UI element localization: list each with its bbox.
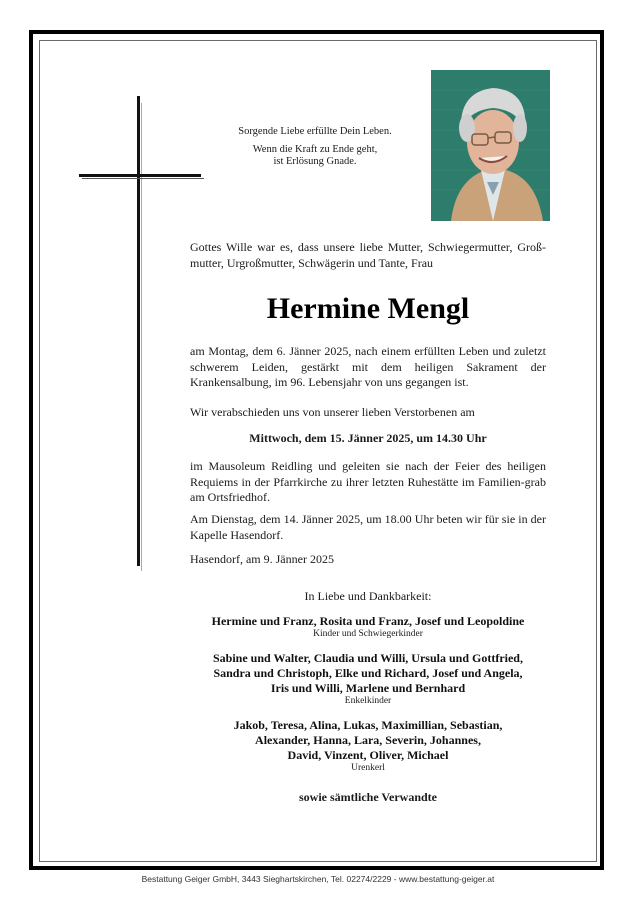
deceased-name: Hermine Mengl [266, 292, 470, 325]
group-names-line: Sabine und Walter, Claudia und Willi, Ursula und Gottfried, [213, 651, 523, 665]
funeral-details: im Mausoleum Reidling und geleiten sie nach der Feier des heiligen Requiems in der Pfarrkirche zu ihrer letzten Ruhestätte im Familien-grab am Ortsfriedhof. [190, 459, 546, 504]
cross-horizontal-bar [79, 174, 201, 177]
group-role: Urenkerl [351, 763, 385, 773]
group-role: Enkelkinder [344, 696, 392, 706]
portrait-image [431, 70, 550, 221]
footer-contact: Bestattung Geiger GmbH, 3443 Sieghartskirchen, Tel. 02274/2229 - www.bestattung-geiger.at [141, 874, 495, 884]
death-notice: am Montag, dem 6. Jänner 2025, nach einem erfüllten Leben und zuletzt schwerem Leiden, gestärkt mit dem heiligen Sakrament der Krankensalbung, im 96. Lebensjahr von uns gegangen ist. [190, 344, 546, 389]
mourner-group-great-grandchildren [180, 718, 556, 774]
verse-line-2: Wenn die Kraft zu Ende geht, [252, 144, 378, 155]
mourner-group-children [180, 614, 556, 640]
verse-line-3: ist Erlösung Gnade. [273, 156, 357, 167]
prayer-notice: Am Dienstag, dem 14. Jänner 2025, um 18.00 Uhr beten wir für sie in der Kapelle Hasendorf. [190, 512, 546, 542]
place-date: Hasendorf, am 9. Jänner 2025 [190, 552, 334, 566]
group-role: Kinder und Schwiegerkinder [313, 629, 423, 639]
group-names-line: Jakob, Teresa, Alina, Lukas, Maximillian, Sebastian, [233, 718, 503, 732]
closing-line: sowie sämtliche Verwandte [299, 790, 437, 804]
group-names-line: Sandra und Christoph, Elke und Richard, Josef und Angela, [213, 666, 523, 680]
funeral-date: Mittwoch, dem 15. Jänner 2025, um 14.30 Uhr [249, 431, 487, 445]
cross-horizontal-shadow [82, 178, 204, 179]
cross-vertical-bar [137, 96, 140, 566]
group-names-line: Alexander, Hanna, Lara, Severin, Johannes, [255, 733, 481, 747]
intro-text: Gottes Wille war es, dass unsere liebe Mutter, Schwiegermutter, Groß-mutter, Urgroßmutter, Schwägerin und Tante, Frau [190, 240, 546, 270]
group-names-line: David, Vinzent, Oliver, Michael [287, 748, 449, 762]
thanks-heading: In Liebe und Dankbarkeit: [304, 589, 432, 603]
group-names: Hermine und Franz, Rosita und Franz, Josef und Leopoldine [211, 614, 525, 628]
verse [210, 126, 420, 174]
group-names-line: Iris und Willi, Marlene und Bernhard [270, 681, 466, 695]
verse-line-1: Sorgende Liebe erfüllte Dein Leben. [238, 126, 392, 137]
farewell-intro: Wir verabschieden uns von unserer lieben Verstorbenen am [190, 405, 475, 419]
mourner-group-grandchildren [180, 651, 556, 707]
portrait-photo [431, 70, 550, 221]
